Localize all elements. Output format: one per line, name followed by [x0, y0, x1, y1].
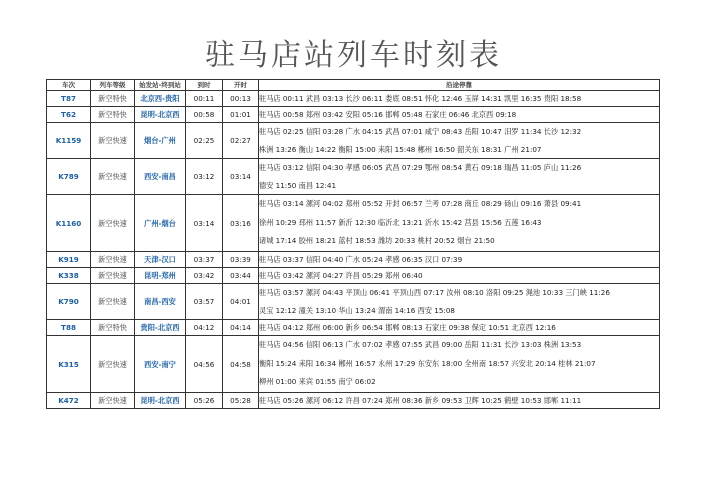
- table-row: [47, 195, 660, 252]
- route: 南昌-西安: [135, 284, 186, 320]
- route: 天津-汉口: [135, 252, 186, 268]
- arrival-time: 03:12: [186, 159, 223, 195]
- stops-cell: [259, 107, 660, 123]
- stops-cell: [259, 91, 660, 107]
- departure-time: 00:13: [223, 91, 259, 107]
- route: 昆明-北京西: [135, 107, 186, 123]
- train-class: 新空特快: [91, 91, 135, 107]
- train-class: 新空快速: [91, 268, 135, 284]
- header-train-class: 列车等级: [91, 80, 135, 91]
- stops-line: 驻马店 03:42 漯河 04:27 许昌 05:29 郑州 06:40: [259, 271, 423, 280]
- train-number: K1160: [47, 195, 91, 252]
- header-route: 始发站-终到站: [135, 80, 186, 91]
- train-number: K789: [47, 159, 91, 195]
- stops-line: 驻马店 03:14 漯河 04:02 郑州 05:52 开封 06:57 兰考 07:28 商丘 08:29 砀山 09:16 萧县 09:41: [259, 199, 582, 208]
- train-number: K472: [47, 393, 91, 409]
- stops-cell: [259, 284, 660, 320]
- departure-time: 04:14: [223, 320, 259, 336]
- stops-line: 驻马店 04:56 信阳 06:13 广水 07:02 孝感 07:55 武昌 09:00 岳阳 11:31 长沙 13:03 株洲 13:53: [259, 340, 582, 349]
- train-class: 新空快速: [91, 336, 135, 393]
- table-row: [47, 268, 660, 284]
- arrival-time: 03:42: [186, 268, 223, 284]
- train-class: 新空特快: [91, 320, 135, 336]
- train-class: 新空快速: [91, 393, 135, 409]
- table-row: [47, 284, 660, 320]
- train-number: T87: [47, 91, 91, 107]
- departure-time: 03:14: [223, 159, 259, 195]
- arrival-time: 03:37: [186, 252, 223, 268]
- arrival-time: 03:57: [186, 284, 223, 320]
- stops-cell: [259, 159, 660, 195]
- departure-time: 05:28: [223, 393, 259, 409]
- stops-line: 驻马店 05:26 漯河 06:12 许昌 07:24 郑州 08:36 新乡 09:53 卫辉 10:25 鹤壁 10:53 邯郸 11:11: [259, 396, 582, 405]
- stops-cell: [259, 195, 660, 252]
- route: 广州-烟台: [135, 195, 186, 252]
- departure-time: 04:01: [223, 284, 259, 320]
- timetable: [46, 79, 660, 409]
- table-row: [47, 91, 660, 107]
- train-class: 新空快速: [91, 284, 135, 320]
- train-class: 新空快速: [91, 252, 135, 268]
- header-arrival: 到时: [186, 80, 223, 91]
- arrival-time: 04:56: [186, 336, 223, 393]
- table-row: [47, 123, 660, 159]
- route: 昆明-郑州: [135, 268, 186, 284]
- arrival-time: 05:26: [186, 393, 223, 409]
- stops-line: 德安 11:50 南昌 12:41: [259, 180, 337, 190]
- stops-line: 灵宝 12:12 潼关 13:10 华山 13:24 渭南 14:16 西安 15:08: [259, 305, 456, 315]
- stops-cell: [259, 320, 660, 336]
- stops-line: 驻马店 03:57 漯河 04:43 平顶山 06:41 平顶山西 07:17 汝州 08:10 洛阳 09:25 渑池 10:33 三门峡 11:26: [259, 288, 610, 297]
- page-title: 驻马店站列车时刻表: [205, 38, 502, 73]
- stops-line: 驻马店 00:58 郑州 03:42 安阳 05:16 邯郸 05:48 石家庄 06:46 北京西 09:18: [259, 110, 517, 119]
- train-number: K315: [47, 336, 91, 393]
- train-class: 新空特快: [91, 107, 135, 123]
- departure-time: 01:01: [223, 107, 259, 123]
- stops-line: 衡阳 15:24 耒阳 16:34 郴州 16:57 永州 17:29 东安东 18:00 全州南 18:57 兴安北 20:14 桂林 21:07: [259, 358, 596, 368]
- arrival-time: 04:12: [186, 320, 223, 336]
- table-row: [47, 320, 660, 336]
- table-row: [47, 336, 660, 393]
- header-stops: 沿途停靠: [259, 80, 660, 91]
- header-departure: 开时: [223, 80, 259, 91]
- table-row: [47, 159, 660, 195]
- table-row: [47, 393, 660, 409]
- table-row: [47, 252, 660, 268]
- header-train-no: 车次: [47, 80, 91, 91]
- stops-line: 驻马店 02:25 信阳 03:28 广水 04:15 武昌 07:01 咸宁 08:43 岳阳 10:47 汨罗 11:34 长沙 12:32: [259, 127, 582, 136]
- stops-cell: [259, 336, 660, 393]
- stops-cell: [259, 252, 660, 268]
- train-number: K919: [47, 252, 91, 268]
- departure-time: 03:39: [223, 252, 259, 268]
- stops-line: 驻马店 03:37 信阳 04:40 广水 05:24 孝感 06:35 汉口 07:39: [259, 255, 463, 264]
- header-row: [47, 80, 660, 91]
- stops-line: 驻马店 03:12 信阳 04:30 孝感 06:05 武昌 07:29 鄂州 08:54 黄石 09:18 瑞昌 11:05 庐山 11:26: [259, 163, 582, 172]
- route: 贵阳-北京西: [135, 320, 186, 336]
- train-class: 新空快速: [91, 195, 135, 252]
- stops-cell: [259, 123, 660, 159]
- route: 北京西-贵阳: [135, 91, 186, 107]
- route: 烟台-广州: [135, 123, 186, 159]
- arrival-time: 00:58: [186, 107, 223, 123]
- departure-time: 03:16: [223, 195, 259, 252]
- train-number: K1159: [47, 123, 91, 159]
- departure-time: 02:27: [223, 123, 259, 159]
- route: 西安-南宁: [135, 336, 186, 393]
- train-number: K338: [47, 268, 91, 284]
- stops-line: 诸城 17:14 胶州 18:21 蓝村 18:53 潍坊 20:33 桃村 20:52 烟台 21:50: [259, 236, 495, 246]
- route: 昆明-北京西: [135, 393, 186, 409]
- stops-line: 徐州 10:29 邳州 11:57 新沂 12:30 临沂北 13:21 沂水 15:42 莒县 15:56 五莲 16:43: [259, 217, 542, 227]
- stops-line: 柳州 01:00 来宾 01:55 南宁 06:02: [259, 377, 376, 387]
- stops-cell: [259, 268, 660, 284]
- train-number: K790: [47, 284, 91, 320]
- train-class: 新空快速: [91, 123, 135, 159]
- stops-line: 驻马店 04:12 郑州 06:00 新乡 06:54 邯郸 08:13 石家庄 09:38 保定 10:51 北京西 12:16: [259, 323, 556, 332]
- arrival-time: 00:11: [186, 91, 223, 107]
- train-number: T88: [47, 320, 91, 336]
- train-class: 新空快速: [91, 159, 135, 195]
- train-number: T62: [47, 107, 91, 123]
- table-row: [47, 107, 660, 123]
- stops-line: 驻马店 00:11 武昌 03:13 长沙 06:11 娄底 08:51 怀化 12:46 玉屏 14:31 凯里 16:35 贵阳 18:58: [259, 94, 582, 103]
- route: 西安-南昌: [135, 159, 186, 195]
- arrival-time: 02:25: [186, 123, 223, 159]
- departure-time: 04:58: [223, 336, 259, 393]
- arrival-time: 03:14: [186, 195, 223, 252]
- stops-line: 株洲 13:26 衡山 14:22 衡阳 15:00 耒阳 15:48 郴州 16:50 韶关东 18:31 广州 21:07: [259, 144, 542, 154]
- departure-time: 03:44: [223, 268, 259, 284]
- stops-cell: [259, 393, 660, 409]
